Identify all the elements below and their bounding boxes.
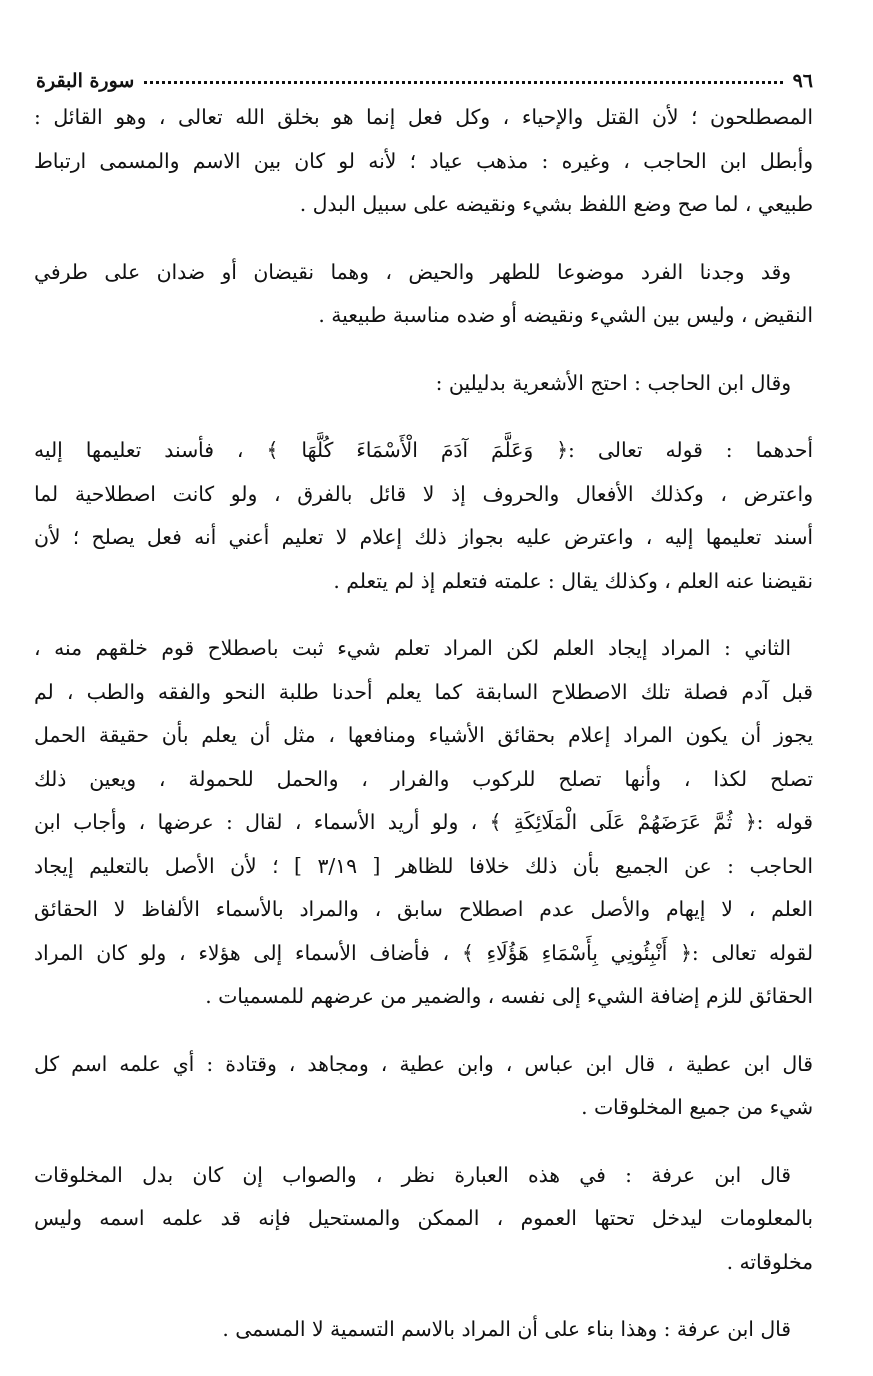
- text-line: مخلوقاته .: [726, 1249, 813, 1274]
- page-header: [36, 58, 813, 92]
- text-line: طبيعي ، لما صح وضع اللفظ بشيء ونقيضه على سبيل البدل .: [299, 192, 813, 216]
- page-number: ٩٦: [792, 70, 813, 92]
- text-line: قال ابن عرفة : في هذه العبارة نظر ، والصواب إن كان بدل المخلوقات: [34, 1162, 791, 1187]
- text-line: نقيضنا عنه العلم ، وكذلك يقال : علمته فتعلم إذ لم يتعلم .: [333, 568, 813, 593]
- surah-title: سورة البقرة: [36, 70, 135, 92]
- text-line: يجوز أن يكون المراد إعلام بحقائق الأشياء ومنافعها ، مثل أن يعلم بأن حقيقة الحمل: [34, 723, 813, 747]
- text-line: وقال ابن الحاجب : احتج الأشعرية بدليلين :: [435, 370, 791, 395]
- paragraph-2: [34, 251, 813, 338]
- header-divider-dots: [144, 81, 782, 84]
- text-line: بالمعلومات ليدخل تحتها العموم ، الممكن والمستحيل فإنه قد علمه اسمه وليس: [34, 1206, 813, 1230]
- paragraph-3: [34, 362, 813, 406]
- text-line: قبل آدم فصلة تلك الاصطلاح السابقة كما يعلم أحدنا طلبة النحو والفقه والطب ، لم: [34, 679, 813, 704]
- text-line: النقيض ، وليس بين الشيء ونقيضه أو ضده مناسبة طبيعية .: [318, 303, 813, 327]
- paragraph-7: [34, 1154, 813, 1285]
- text-line: الحقائق للزم إضافة الشيء إلى نفسه ، والضمير من عرضهم للمسميات .: [205, 984, 813, 1008]
- text-line: قال ابن عطية ، قال ابن عباس ، وابن عطية ، ومجاهد ، وقتادة : أي علمه اسم كل: [34, 1051, 813, 1076]
- text-line: واعترض ، وكذلك الأفعال والحروف إذ لا قائل بالفرق ، ولو كانت اصطلاحية لما: [34, 481, 813, 506]
- text-line: المصطلحون ؛ لأن القتل والإحياء ، وكل فعل إنما هو بخلق الله تعالى ، وهو القائل :: [34, 105, 813, 129]
- text-line: تصلح لكذا ، وأنها تصلح للركوب والفرار ، والحمل للحمولة ، ويعين ذلك: [34, 766, 813, 791]
- text-line: قال ابن عرفة : وهذا بناء على أن المراد بالاسم التسمية لا المسمى .: [222, 1317, 791, 1341]
- text-line: الثاني : المراد إيجاد العلم لكن المراد تعلم شيء ثبت باصطلاح قوم خلقهم منه ،: [34, 636, 791, 660]
- paragraph-8: [34, 1308, 813, 1352]
- text-line: وأبطل ابن الحاجب ، وغيره : مذهب عياد ؛ لأنه لو كان بين الاسم والمسمى ارتباط: [34, 148, 813, 173]
- paragraph-1: [34, 96, 813, 227]
- text-line: العلم ، لا إيهام والأصل عدم اصطلاح سابق ، والمراد بالأسماء الألفاظ لا الحقائق: [34, 897, 813, 921]
- paragraph-6: [34, 1043, 813, 1130]
- text-line: الحاجب : عن الجميع بأن ذلك خلافا للظاهر [ ٣/١٩ ] ؛ لأن الأصل بالتعليم إيجاد: [34, 853, 813, 878]
- text-line: أحدهما : قوله تعالى :﴿ وَعَلَّمَ آدَمَ الْأَسْمَاءَ كُلَّهَا ﴾ ، فأسند تعليمها إليه: [34, 438, 813, 462]
- text-line: وقد وجدنا الفرد موضوعا للطهر والحيض ، وهما نقيضان أو ضدان على طرفي: [34, 259, 791, 284]
- paragraph-4: [34, 429, 813, 603]
- body-text: [34, 96, 813, 1376]
- paragraph-5: [34, 627, 813, 1019]
- text-line: أسند تعليمها إليه ، واعترض عليه بجواز ذلك إعلام لا تعليم أعني أنه فعل يصلح ؛ لأن: [34, 525, 813, 549]
- text-line: شيء من جميع المخلوقات .: [581, 1095, 813, 1119]
- text-line: لقوله تعالى :﴿ أَنْبِئُونِي بِأَسْمَاءِ هَؤُلَاءِ ﴾ ، فأضاف الأسماء إلى هؤلاء ، ولو كان المراد: [34, 940, 813, 965]
- text-line: قوله :﴿ ثُمَّ عَرَضَهُمْ عَلَى الْمَلَائِكَةِ ﴾ ، ولو أريد الأسماء ، لقال : عرضها ، وأجاب ابن: [34, 810, 813, 834]
